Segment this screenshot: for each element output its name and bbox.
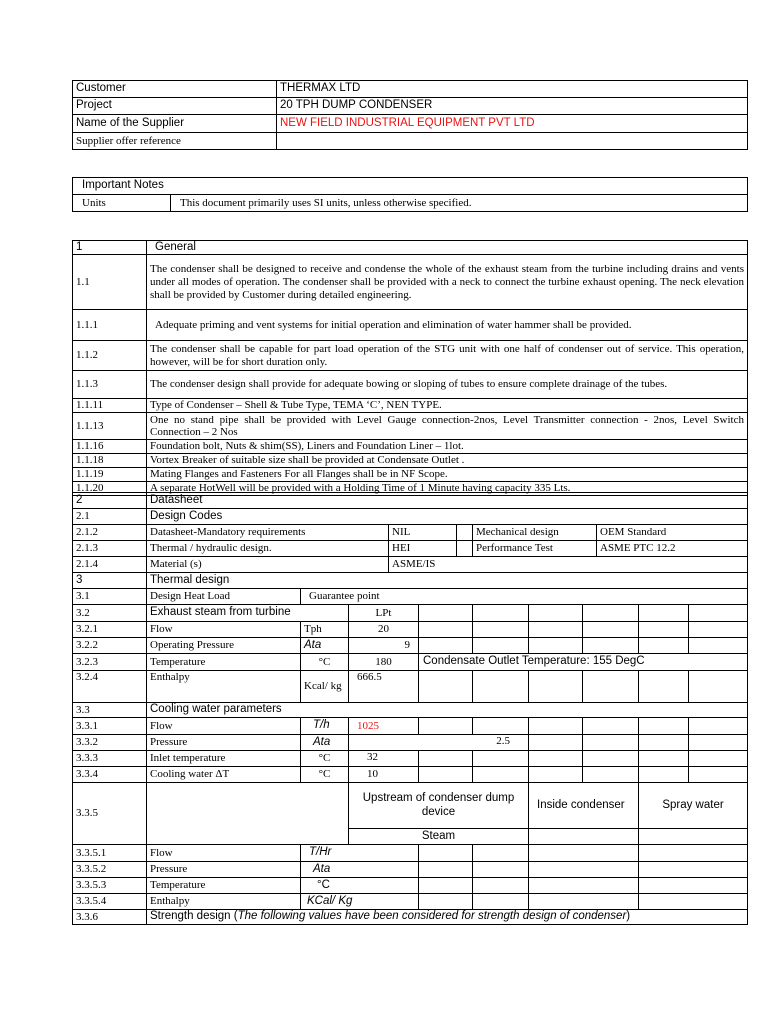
inside-header: Inside condenser (529, 783, 639, 829)
row-label: Pressure (147, 862, 301, 878)
empty-cell (689, 751, 748, 767)
clause-number: 1.1.20 (73, 482, 147, 496)
row-label: Exhaust steam from turbine (147, 605, 349, 622)
empty-cell (419, 751, 473, 767)
clause-number: 1.1.1 (73, 310, 147, 341)
supplier-value: NEW FIELD INDUSTRIAL EQUIPMENT PVT LTD (277, 115, 748, 133)
clause-text: Vortex Breaker of suitable size shall be provided at Condensate Outlet . (147, 454, 748, 468)
empty-cell (419, 605, 473, 622)
subsection-title: Design Codes (147, 509, 748, 525)
clause-number: 3.3.5.3 (73, 878, 147, 894)
clause-text: The condenser design shall provide for adequate bowing or sloping of tubes to ensure complete drainage of the tubes. (147, 371, 748, 399)
empty-cell (639, 671, 689, 703)
empty-cell (689, 671, 748, 703)
empty-cell (473, 622, 529, 638)
clause-number: 3.2.1 (73, 622, 147, 638)
empty-cell (473, 605, 529, 622)
clause-text: The condenser shall be designed to receive and condense the whole of the exhaust steam from the turbine including drains and vents under all modes of operation. The condenser shall be provided with a neck to connect the turbine exhaust opening. The neck elevation shall be provided by Customer during detailed engineering. (147, 255, 748, 310)
clause-text: A separate HotWell will be provided with a Holding Time of 1 Minute having capacity 335 Lts. (147, 482, 748, 496)
row-unit: Ata (301, 638, 349, 654)
strength-end: ) (626, 910, 631, 923)
clause-number: 3.3.2 (73, 735, 147, 751)
clause-number: 1.1.19 (73, 468, 147, 482)
steam-header: Steam (349, 829, 529, 845)
row-label: Temperature (147, 878, 301, 894)
empty-cell (529, 622, 583, 638)
empty-cell (419, 671, 473, 703)
spacer-cell (457, 541, 473, 557)
row-unit: Ata (301, 735, 349, 751)
spacer-cell (457, 525, 473, 541)
row-value: 2.5 (349, 735, 529, 751)
row-value: 20 (349, 622, 419, 638)
empty-cell (419, 878, 473, 894)
row-label: Mechanical design (473, 525, 597, 541)
clause-number: 3.2.4 (73, 671, 147, 703)
empty-cell (639, 622, 689, 638)
empty-cell (473, 845, 529, 862)
section-title: Datasheet (147, 493, 748, 509)
row-unit: °C (301, 654, 349, 671)
empty-cell (639, 718, 689, 735)
row-label: Inlet temperature (147, 751, 301, 767)
empty-cell (583, 751, 639, 767)
section-title: Thermal design (147, 573, 748, 589)
section-number: 3 (73, 573, 147, 589)
clause-number: 3.1 (73, 589, 147, 605)
empty-cell (689, 767, 748, 783)
clause-number: 1.1.11 (73, 399, 147, 413)
row-unit: °C (301, 751, 349, 767)
empty-cell (529, 671, 583, 703)
empty-cell (689, 735, 748, 751)
general-table (72, 240, 748, 496)
clause-number: 2.1 (73, 509, 147, 525)
row-value: Guarantee point (301, 589, 748, 605)
empty-cell (529, 605, 583, 622)
row-value: HEI (389, 541, 457, 557)
empty-cell (529, 845, 639, 862)
row-unit: KCal/ Kg (301, 894, 419, 910)
upstream-header: Upstream of condenser dump device (349, 783, 529, 829)
empty-cell (147, 783, 349, 845)
empty-cell (639, 894, 748, 910)
clause-number: 3.3.6 (73, 910, 147, 925)
row-label: Thermal / hydraulic design. (147, 541, 389, 557)
row-value: 32 (349, 751, 419, 767)
empty-cell (419, 718, 473, 735)
offer-value (277, 133, 748, 150)
empty-cell (583, 671, 639, 703)
clause-number: 2.1.4 (73, 557, 147, 573)
clause-number: 3.3 (73, 703, 147, 718)
row-value: ASME PTC 12.2 (597, 541, 748, 557)
empty-cell (583, 605, 639, 622)
row-unit: °C (301, 878, 419, 894)
clause-number: 3.3.5.1 (73, 845, 147, 862)
thermal-table (72, 572, 748, 925)
empty-cell (419, 862, 473, 878)
empty-cell (529, 638, 583, 654)
clause-number: 1.1.16 (73, 440, 147, 454)
clause-text: Foundation bolt, Nuts & shim(SS), Liners and Foundation Liner – 1lot. (147, 440, 748, 454)
section-number: 2 (73, 493, 147, 509)
units-text: This document primarily uses SI units, unless otherwise specified. (171, 195, 748, 212)
spray-header: Spray water (639, 783, 748, 829)
empty-cell (419, 894, 473, 910)
section-title: General (147, 241, 748, 255)
strength-label: Strength design ( (150, 910, 238, 923)
empty-cell (529, 718, 583, 735)
section-number: 1 (73, 241, 147, 255)
row-label: Enthalpy (147, 671, 301, 703)
empty-cell (419, 845, 473, 862)
clause-text: The condenser shall be capable for part load operation of the STG unit with one half of condenser out of service. This operation, however, will be for short duration only. (147, 341, 748, 371)
empty-cell (639, 845, 748, 862)
clause-text: Adequate priming and vent systems for initial operation and elimination of water hammer shall be provided. (147, 310, 748, 341)
row-label: Datasheet-Mandatory requirements (147, 525, 389, 541)
header-table (72, 80, 748, 150)
empty-cell (639, 751, 689, 767)
empty-cell (639, 605, 689, 622)
empty-cell (529, 829, 639, 845)
empty-cell (583, 767, 639, 783)
supplier-label: Name of the Supplier (73, 115, 277, 133)
empty-cell (689, 718, 748, 735)
empty-cell (473, 894, 529, 910)
row-label: Flow (147, 622, 301, 638)
clause-number: 1.1.3 (73, 371, 147, 399)
empty-cell (529, 735, 583, 751)
empty-cell (529, 751, 583, 767)
row-label: Flow (147, 718, 301, 735)
empty-cell (639, 767, 689, 783)
row-label: Operating Pressure (147, 638, 301, 654)
row-unit: T/h (301, 718, 349, 735)
row-label: Temperature (147, 654, 301, 671)
row-label: Performance Test (473, 541, 597, 557)
row-value: 666.5 (349, 671, 419, 703)
row-unit: T/Hr (301, 845, 419, 862)
row-label: Material (s) (147, 557, 389, 573)
row-unit: Kcal/ kg (301, 671, 349, 703)
clause-number: 3.3.1 (73, 718, 147, 735)
empty-cell (689, 638, 748, 654)
clause-text: One no stand pipe shall be provided with Level Gauge connection-2nos, Level Transmitter connection - 2nos, Level Switch Connection – 2 Nos (147, 413, 748, 440)
row-value: 1025 (349, 718, 419, 735)
clause-number: 3.2.3 (73, 654, 147, 671)
strength-design-row (147, 910, 748, 925)
empty-cell (583, 735, 639, 751)
row-value: 180 (349, 654, 419, 671)
clause-number: 1.1.13 (73, 413, 147, 440)
empty-cell (583, 718, 639, 735)
row-label: Pressure (147, 735, 301, 751)
clause-number: 1.1.2 (73, 341, 147, 371)
clause-number: 3.3.5.2 (73, 862, 147, 878)
empty-cell (473, 862, 529, 878)
clause-number: 2.1.2 (73, 525, 147, 541)
customer-label: Customer (73, 81, 277, 98)
empty-cell (529, 862, 639, 878)
clause-number: 3.3.5 (73, 783, 147, 845)
strength-italic: The following values have been considered for strength design of condenser (237, 910, 627, 923)
clause-number: 1.1 (73, 255, 147, 310)
clause-number: 3.2.2 (73, 638, 147, 654)
row-value: LPt (349, 605, 419, 622)
empty-cell (473, 751, 529, 767)
empty-cell (419, 622, 473, 638)
clause-number: 3.3.5.4 (73, 894, 147, 910)
row-value: NIL (389, 525, 457, 541)
empty-cell (639, 735, 689, 751)
row-unit: Ata (301, 862, 419, 878)
condensate-note: Condensate Outlet Temperature: 155 DegC (419, 654, 748, 671)
row-unit: °C (301, 767, 349, 783)
empty-cell (639, 829, 748, 845)
units-label: Units (73, 195, 171, 212)
clause-number: 3.3.4 (73, 767, 147, 783)
subsection-title: Cooling water parameters (147, 703, 748, 718)
empty-cell (529, 767, 583, 783)
clause-number: 2.1.3 (73, 541, 147, 557)
row-label: Flow (147, 845, 301, 862)
empty-cell (473, 718, 529, 735)
row-value: 9 (349, 638, 419, 654)
datasheet-table (72, 492, 748, 573)
empty-cell (529, 878, 639, 894)
notes-table (72, 177, 748, 212)
empty-cell (529, 894, 639, 910)
row-value: OEM Standard (597, 525, 748, 541)
empty-cell (473, 878, 529, 894)
clause-number: 3.2 (73, 605, 147, 622)
row-value: ASME/IS (389, 557, 748, 573)
empty-cell (639, 638, 689, 654)
empty-cell (419, 767, 473, 783)
empty-cell (689, 622, 748, 638)
project-label: Project (73, 98, 277, 115)
row-label: Design Heat Load (147, 589, 301, 605)
empty-cell (689, 605, 748, 622)
empty-cell (473, 638, 529, 654)
row-label: Enthalpy (147, 894, 301, 910)
row-unit: Tph (301, 622, 349, 638)
notes-title: Important Notes (73, 178, 748, 195)
row-label: Cooling water ΔT (147, 767, 301, 783)
clause-text: Type of Condenser – Shell & Tube Type, TEMA ‘C’, NEN TYPE. (147, 399, 748, 413)
clause-text: Mating Flanges and Fasteners For all Flanges shall be in NF Scope. (147, 468, 748, 482)
empty-cell (419, 638, 473, 654)
empty-cell (639, 862, 748, 878)
project-value: 20 TPH DUMP CONDENSER (277, 98, 748, 115)
empty-cell (583, 622, 639, 638)
empty-cell (639, 878, 748, 894)
empty-cell (473, 671, 529, 703)
offer-label: Supplier offer reference (73, 133, 277, 150)
row-value: 10 (349, 767, 419, 783)
empty-cell (473, 767, 529, 783)
clause-number: 1.1.18 (73, 454, 147, 468)
customer-value: THERMAX LTD (277, 81, 748, 98)
clause-number: 3.3.3 (73, 751, 147, 767)
empty-cell (583, 638, 639, 654)
